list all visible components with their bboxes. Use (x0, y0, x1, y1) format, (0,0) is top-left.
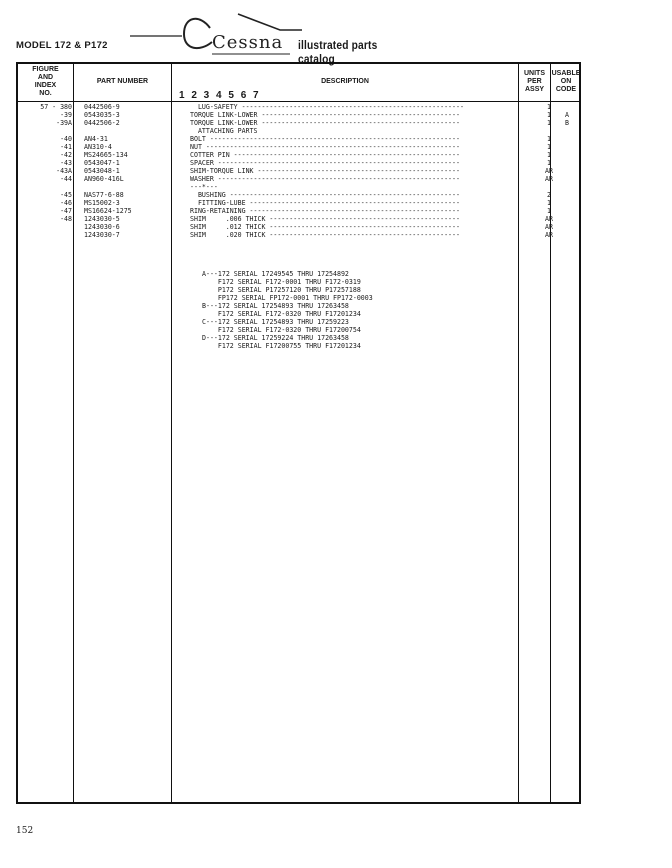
description-cell: ATTACHING PARTS (190, 127, 258, 135)
part-number-cell: AN310-4 (84, 143, 112, 151)
part-number-cell: MS24665-134 (84, 151, 128, 159)
units-per-assy-cell: 1 (547, 119, 551, 127)
note-line: F172 SERIAL F17200755 THRU F17201234 (202, 342, 361, 350)
description-cell: SHIM .006 THICK ------------------------------------------------ (190, 215, 460, 223)
part-number-cell: 1243030-6 (84, 223, 120, 231)
table-row (18, 175, 579, 183)
table-row (18, 207, 579, 215)
description-cell: FITTING-LUBE ----------------------------------------------------- (190, 199, 460, 207)
note-line: F172 SERIAL F172-0320 THRU F17201234 (202, 310, 361, 318)
table-row (18, 135, 579, 143)
table-row (18, 191, 579, 199)
figure-index-cell: 57 - 380 (40, 103, 72, 111)
table-row (18, 151, 579, 159)
units-per-assy-cell: 1 (547, 111, 551, 119)
note-line: B---172 SERIAL 17254893 THRU 17263458 (202, 302, 349, 310)
header-text: CODE (555, 86, 577, 93)
part-number-cell: MS16624-1275 (84, 207, 132, 215)
header-text: INDEX (34, 82, 57, 89)
part-number-cell: 0543047-1 (84, 159, 120, 167)
description-cell: SHIM .012 THICK ------------------------------------------------ (190, 223, 460, 231)
units-per-assy-cell: 1 (547, 159, 551, 167)
model-title: MODEL 172 & P172 (16, 40, 108, 51)
description-cell: SHIM .020 THICK ------------------------------------------------ (190, 231, 460, 239)
parts-table (16, 62, 581, 804)
description-cell: TORQUE LINK-LOWER -------------------------------------------------- (190, 111, 460, 119)
usable-column-header (551, 70, 581, 94)
table-row (18, 223, 579, 231)
figure-index-cell: -43 (60, 159, 72, 167)
description-cell: BOLT --------------------------------------------------------------- (190, 135, 460, 143)
figure-index-cell: -40 (60, 135, 72, 143)
usable-code-cell: B (565, 119, 569, 127)
units-per-assy-cell: AR (545, 231, 553, 239)
effectivity-notes (202, 270, 373, 350)
units-per-assy-cell: AR (545, 175, 553, 183)
part-number-cell: AN960-416L (84, 175, 124, 183)
units-per-assy-cell: AR (545, 215, 553, 223)
figure-index-cell: -46 (60, 199, 72, 207)
note-line: C---172 SERIAL 17254893 THRU 17259223 (202, 318, 349, 326)
units-per-assy-cell: 2 (547, 191, 551, 199)
units-per-assy-cell: 1 (547, 199, 551, 207)
header-text: ON (560, 78, 572, 85)
figure-index-cell: -43A (56, 167, 72, 175)
units-per-assy-cell: AR (545, 167, 553, 175)
catalog-subtitle: illustrated parts catalog (298, 38, 378, 66)
table-row (18, 159, 579, 167)
table-row (18, 103, 579, 111)
usable-code-cell: A (565, 111, 569, 119)
page-number: 152 (16, 826, 34, 836)
brand-name: Cessna (212, 32, 284, 53)
description-cell: ---*--- (190, 183, 218, 191)
units-per-assy-cell: AR (545, 223, 553, 231)
description-cell: LUG-SAFETY -------------------------------------------------------- (190, 103, 464, 111)
cessna-logo (130, 8, 430, 66)
part-number-cell: AN4-31 (84, 135, 108, 143)
note-line: F172 SERIAL F172-0001 THRU F172-0319 (202, 278, 361, 286)
table-row (18, 183, 579, 191)
figure-index-cell: -39A (56, 119, 72, 127)
table-row (18, 143, 579, 151)
header-text: FIGURE (32, 66, 59, 73)
table-row (18, 127, 579, 135)
units-column-header (519, 70, 550, 94)
table-row (18, 215, 579, 223)
table-row (18, 111, 579, 119)
header-text: NO. (39, 90, 52, 97)
description-cell: BUSHING ---------------------------------------------------------- (190, 191, 460, 199)
part-number-cell: 0543035-3 (84, 111, 120, 119)
part-number-column-header: PART NUMBER (96, 78, 149, 85)
part-number-cell: 1243030-5 (84, 215, 120, 223)
indent-digits: 1 2 3 4 5 6 7 (179, 90, 261, 101)
description-cell: RING-RETAINING ----------------------------------------------------- (190, 207, 460, 215)
figure-index-cell: -39 (60, 111, 72, 119)
header-divider (18, 101, 579, 102)
figure-index-cell: -42 (60, 151, 72, 159)
note-line: A---172 SERIAL 17249545 THRU 17254892 (202, 270, 349, 278)
table-row (18, 167, 579, 175)
header-text: ASSY (524, 86, 545, 93)
note-line: F172 SERIAL F172-0320 THRU F17200754 (202, 326, 361, 334)
note-line: D---172 SERIAL 17259224 THRU 17263458 (202, 334, 349, 342)
figure-index-cell: -48 (60, 215, 72, 223)
figure-index-cell: -45 (60, 191, 72, 199)
units-per-assy-cell: 1 (547, 135, 551, 143)
units-per-assy-cell: 1 (547, 103, 551, 111)
description-cell: SPACER ------------------------------------------------------------- (190, 159, 460, 167)
note-line: FP172 SERIAL FP172-0001 THRU FP172-0003 (202, 294, 373, 302)
header-text: UNITS (524, 70, 545, 77)
description-column-header: DESCRIPTION (321, 78, 369, 85)
units-per-assy-cell: 1 (547, 143, 551, 151)
part-number-cell: NAS77-6-88 (84, 191, 124, 199)
part-number-cell: 0442506-9 (84, 103, 120, 111)
table-row (18, 119, 579, 127)
table-row (18, 231, 579, 239)
figure-column-header (18, 66, 73, 98)
description-cell: TORQUE LINK-LOWER -------------------------------------------------- (190, 119, 460, 127)
figure-index-cell: -47 (60, 207, 72, 215)
part-number-cell: 1243030-7 (84, 231, 120, 239)
description-cell: WASHER ------------------------------------------------------------- (190, 175, 460, 183)
units-per-assy-cell: 1 (547, 151, 551, 159)
figure-index-cell: -44 (60, 175, 72, 183)
header-text: PER (527, 78, 542, 85)
part-number-cell: 0543048-1 (84, 167, 120, 175)
header-text: AND (37, 74, 54, 81)
units-per-assy-cell: 1 (547, 207, 551, 215)
part-number-cell: 0442506-2 (84, 119, 120, 127)
figure-index-cell: -41 (60, 143, 72, 151)
part-number-cell: MS15002-3 (84, 199, 120, 207)
table-row (18, 199, 579, 207)
header-text: USABLE (551, 70, 581, 77)
note-line: P172 SERIAL P17257120 THRU P17257188 (202, 286, 361, 294)
description-cell: NUT ---------------------------------------------------------------- (190, 143, 460, 151)
description-cell: COTTER PIN --------------------------------------------------------- (190, 151, 460, 159)
description-cell: SHIM-TORQUE LINK --------------------------------------------------- (190, 167, 460, 175)
